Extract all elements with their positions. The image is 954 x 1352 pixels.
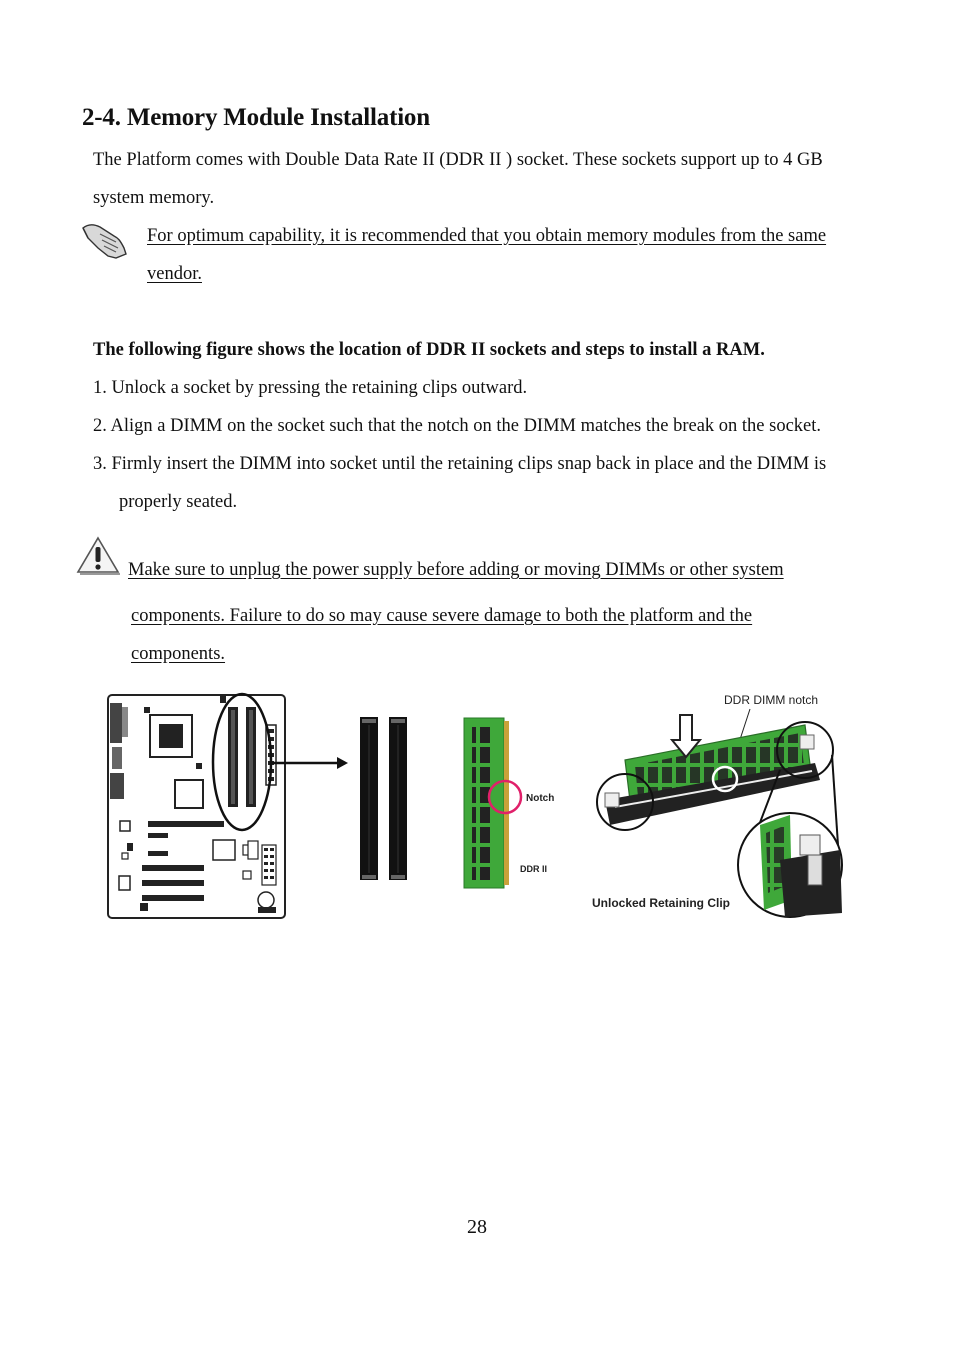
step-1: 1. Unlock a socket by pressing the retaining clips outward.	[93, 378, 528, 398]
dimm-sockets	[360, 717, 407, 880]
motherboard-diagram	[108, 694, 348, 918]
step-3-continued: properly seated.	[119, 492, 238, 512]
dimm-notch-label: DDR DIMM notch	[724, 693, 819, 707]
memory-installation-figure	[100, 685, 850, 925]
warning-triangle-icon	[76, 536, 120, 576]
steps-heading: The following figure shows the location of DDR II sockets and steps to install a RAM.	[93, 340, 765, 360]
warning-line-2: components. Failure to do so may cause severe damage to both the platform and the	[131, 606, 753, 626]
step-2: 2. Align a DIMM on the socket such that the notch on the DIMM matches the break on the socket.	[93, 416, 822, 436]
warning-line-1: Make sure to unplug the power supply before adding or moving DIMMs or other system	[128, 560, 784, 580]
clip-label: Unlocked Retaining Clip	[592, 896, 731, 910]
ddr2-module	[464, 718, 554, 888]
intro-line-2: system memory.	[93, 188, 215, 208]
tip-line-2: vendor.	[147, 264, 202, 284]
notch-label: Notch	[526, 793, 555, 804]
pointing-hand-icon	[80, 218, 130, 260]
page-number: 28	[467, 1216, 487, 1238]
step-3: 3. Firmly insert the DIMM into socket until the retaining clips snap back in place and the DIMM is	[93, 454, 827, 474]
warning-line-3: components.	[131, 644, 226, 664]
tip-line-1: For optimum capability, it is recommended that you obtain memory modules from the same	[147, 226, 827, 246]
intro-line-1: The Platform comes with Double Data Rate II (DDR II ) socket. These sockets support up to 4 GB	[93, 150, 823, 170]
ddr-label: DDR II	[520, 864, 547, 874]
dimm-installation-illustration	[592, 693, 842, 917]
section-title: 2-4. Memory Module Installation	[82, 104, 430, 131]
